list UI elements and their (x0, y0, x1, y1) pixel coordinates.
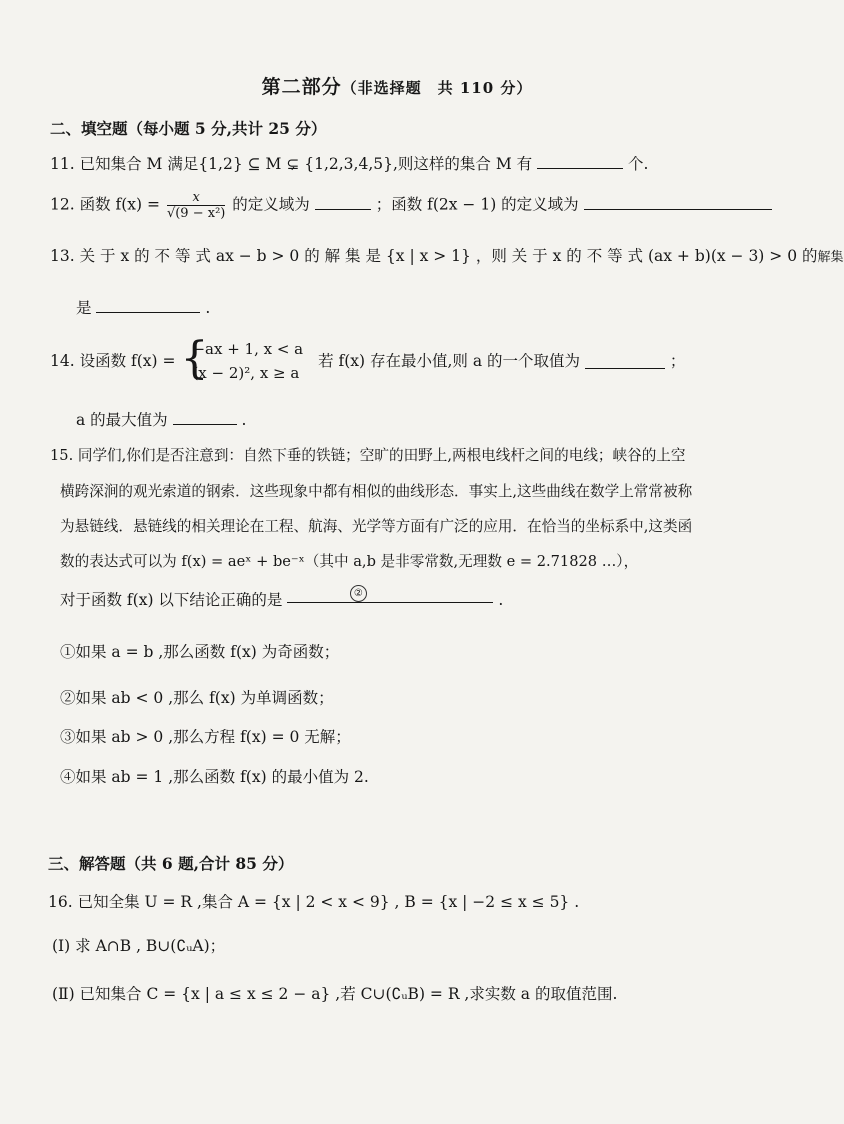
question-13 (50, 244, 844, 270)
title-sub: （非选择题 共 110 分） (341, 79, 533, 97)
q15-answer-blank[interactable] (287, 588, 493, 603)
question-14 (50, 333, 686, 387)
title-main: 第二部分 (261, 76, 342, 98)
q15-line2: 横跨深涧的观光索道的钢索．这些现象中都有相似的曲线形态．事实上,这些曲线在数学上常常被称 (60, 483, 693, 500)
q14-line2-label: a 的最大值为 (76, 411, 168, 429)
q16-part2: (Ⅱ) 已知集合 C = {x | a ≤ x ≤ 2 − a} ,若 C∪(∁ᵤB) = R ,求实数 a 的取值范围. (52, 985, 618, 1003)
q15-line5 (60, 588, 503, 612)
q14-answer-blank-1[interactable] (585, 354, 665, 369)
q12-frac-num: x (167, 190, 225, 206)
q11-text: 已知集合 M 满足{1,2} ⊆ M ⊊ {1,2,3,4,5},则这样的集合 M 有 (79, 155, 533, 173)
q15-option-4: ④如果 ab = 1 ,那么函数 f(x) 的最小值为 2. (60, 768, 369, 786)
question-12 (50, 190, 772, 221)
q12-answer-blank-1[interactable] (315, 195, 371, 210)
question-13-line2 (76, 296, 210, 320)
q14-line2-end: . (241, 411, 247, 429)
q13-answer-blank[interactable] (96, 298, 200, 313)
q13-number: 13. (50, 247, 75, 265)
q15-option-1: ①如果 a = b ,那么函数 f(x) 为奇函数； (60, 643, 340, 661)
q14-case2: (x − 2)², x ≥ a (192, 364, 300, 382)
q12-answer-blank-2[interactable] (584, 195, 772, 210)
q16-part1: (Ⅰ) 求 A∩B , B∪(∁ᵤA)； (52, 937, 226, 955)
q11-answer-blank[interactable] (537, 154, 623, 169)
q16-text: 已知全集 U = R ,集合 A = {x | 2 < x < 9} , B = {x | −2 ≤ x ≤ 5} . (77, 893, 580, 911)
question-11 (50, 152, 648, 176)
q12-mid2: ；函数 f(2x − 1) 的定义域为 (375, 195, 579, 214)
question-15-line1 (50, 444, 686, 468)
q14-case1: −ax + 1, x < a (192, 340, 304, 358)
q14-piecewise (180, 333, 304, 385)
q12-prefix: 函数 f(x) = (79, 195, 161, 214)
q12-mid: 的定义域为 (232, 195, 310, 214)
q16-number: 16. (48, 893, 73, 911)
q12-frac-den: √(9 − x²) (166, 206, 226, 221)
section2-heading: 二、填空题（每小题 5 分,共计 25 分） (50, 119, 327, 138)
question-16 (48, 890, 579, 914)
q14-number: 14. (50, 352, 75, 370)
q15-line5-text: 对于函数 f(x) 以下结论正确的是 (60, 591, 283, 609)
q15-line1: 同学们,你们是否注意到：自然下垂的铁链；空旷的田野上,两根电线杆之间的电线；峡谷的上空 (77, 447, 686, 464)
q13-text: 关 于 x 的 不 等 式 ax − b > 0 的 解 集 是 {x | x > 1} ，则 关 于 x 的 不 等 式 (ax + b)(x − 3) > 0 的 (79, 247, 818, 265)
q14-mid: 若 f(x) 存在最小值,则 a 的一个取值为 (318, 352, 581, 370)
q12-number: 12. (50, 195, 75, 214)
q14-prefix: 设函数 f(x) = (79, 352, 176, 370)
q11-end: 个. (628, 155, 649, 173)
q15-handwritten-answer: ② (350, 585, 367, 602)
q15-option-3: ③如果 ab > 0 ,那么方程 f(x) = 0 无解； (60, 728, 351, 746)
page-title (0, 72, 794, 99)
q14-answer-blank-2[interactable] (173, 410, 237, 425)
q15-option-2: ②如果 ab < 0 ,那么 f(x) 为单调函数； (60, 689, 334, 707)
q13-text-tail: 解集 (817, 250, 844, 265)
q14-end: ； (669, 352, 686, 370)
q15-number: 15. (50, 447, 74, 464)
q13-line2-label: 是 (76, 299, 92, 317)
q15-line3: 为悬链线．悬链线的相关理论在工程、航海、光学等方面有广泛的应用．在恰当的坐标系中,这类函 (60, 518, 693, 535)
q14-brace: { (180, 333, 209, 384)
q12-fraction (167, 190, 225, 221)
q13-end: . (205, 299, 211, 317)
q15-line5-end: . (498, 591, 504, 609)
q15-line4: 数的表达式可以为 f(x) = aeˣ + be⁻ˣ（其中 a,b 是非零常数,无理数 e = 2.71828 …）， (60, 553, 639, 570)
question-14-line2 (76, 408, 246, 432)
section3-heading: 三、解答题（共 6 题,合计 85 分） (48, 854, 294, 873)
q11-number: 11. (50, 155, 75, 173)
